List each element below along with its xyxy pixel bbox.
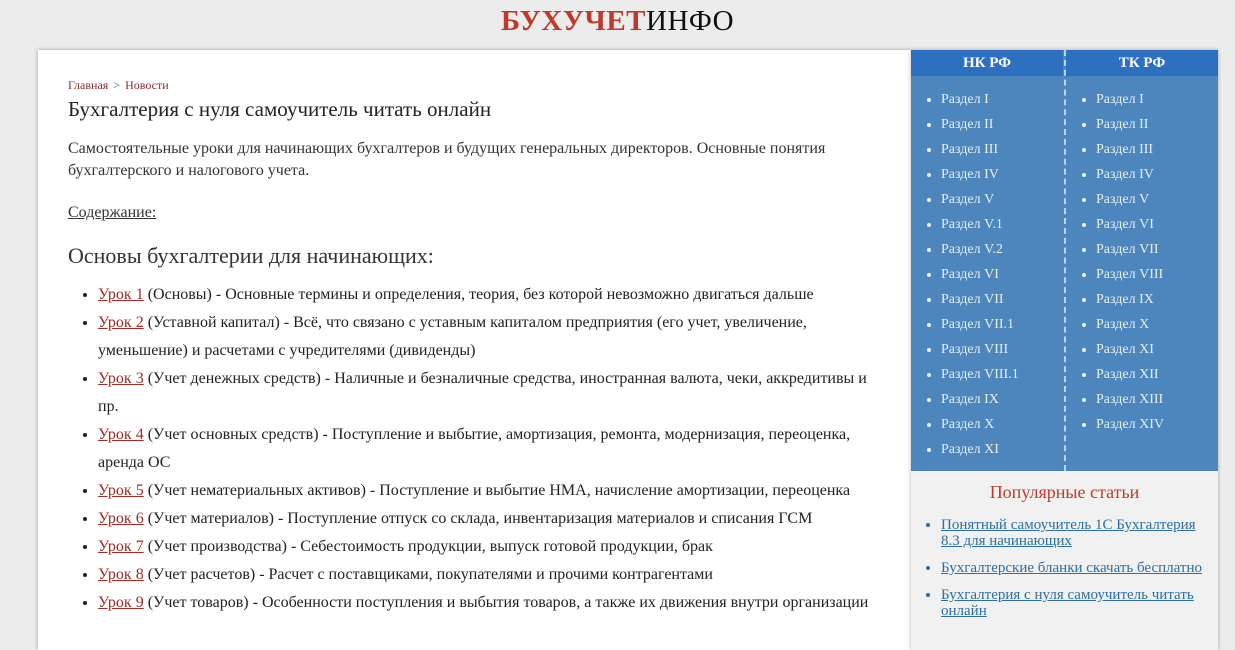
lesson-item <box>98 477 888 505</box>
tk-section-label[interactable]: Раздел IX <box>1096 292 1154 307</box>
tk-section-label[interactable]: Раздел VIII <box>1096 267 1164 282</box>
tk-section-label[interactable]: Раздел XIII <box>1096 392 1164 407</box>
tk-section-item[interactable] <box>1096 387 1218 412</box>
lesson-description: (Уставной капитал) - Всё, что связано с уставным капиталом предприятия (его учет, увеличение, уменьшение) и расчетами с учредителями (дивиденды) <box>98 314 807 359</box>
breadcrumb <box>68 78 169 93</box>
nk-section-label[interactable]: Раздел I <box>941 92 989 107</box>
nk-section-item[interactable] <box>941 162 1063 187</box>
nk-section-label[interactable]: Раздел V.1 <box>941 217 1003 232</box>
tk-section-label[interactable]: Раздел II <box>1096 117 1149 132</box>
tk-section-list <box>1066 87 1218 437</box>
tk-section-label[interactable]: Раздел XIV <box>1096 417 1164 432</box>
tk-section-label[interactable]: Раздел XII <box>1096 367 1159 382</box>
logo-part-2: ИНФО <box>646 5 735 37</box>
lesson-description: (Основы) - Основные термины и определения, теория, без которой невозможно двигаться дальше <box>143 286 814 303</box>
nk-column <box>911 50 1063 471</box>
logo-part-1: БУХУЧЕТ <box>500 5 647 37</box>
breadcrumb-home-link[interactable]: Главная <box>68 78 109 92</box>
tk-section-label[interactable]: Раздел X <box>1096 317 1150 332</box>
popular-article-item <box>941 517 1218 549</box>
lesson-description: (Учет материалов) - Поступление отпуск со склада, инвентаризация материалов и списания ГСМ <box>143 510 813 527</box>
tk-section-item[interactable] <box>1096 212 1218 237</box>
tk-section-label[interactable]: Раздел V <box>1096 192 1150 207</box>
lesson-link[interactable]: Урок 9 <box>98 594 144 611</box>
nk-section-label[interactable]: Раздел IX <box>941 392 999 407</box>
popular-article-link[interactable]: Понятный самоучитель 1С Бухгалтерия 8.3 для начинающих <box>941 517 1196 549</box>
nk-section-label[interactable]: Раздел II <box>941 117 994 132</box>
nk-section-item[interactable] <box>941 387 1063 412</box>
lesson-item <box>98 533 888 561</box>
popular-article-link[interactable]: Бухгалтерские бланки скачать бесплатно <box>941 560 1202 576</box>
popular-article-item <box>941 587 1218 619</box>
lesson-link[interactable]: Урок 7 <box>98 538 144 555</box>
lesson-description: (Учет производства) - Себестоимость продукции, выпуск готовой продукции, брак <box>143 538 713 555</box>
nk-section-label[interactable]: Раздел VI <box>941 267 999 282</box>
nk-section-item[interactable] <box>941 112 1063 137</box>
lesson-item <box>98 281 888 309</box>
nk-section-item[interactable] <box>941 237 1063 262</box>
breadcrumb-separator: > <box>113 78 121 92</box>
lesson-link[interactable]: Урок 5 <box>98 482 144 499</box>
tk-section-item[interactable] <box>1096 412 1218 437</box>
nk-section-label[interactable]: Раздел III <box>941 142 999 157</box>
nk-heading[interactable]: НК РФ <box>911 50 1063 76</box>
nk-section-item[interactable] <box>941 137 1063 162</box>
popular-article-item <box>941 560 1218 576</box>
lesson-description: (Учет нематериальных активов) - Поступление и выбытие НМА, начисление амортизации, переоценка <box>143 482 851 499</box>
lesson-link[interactable]: Урок 3 <box>98 370 144 387</box>
lesson-item <box>98 589 888 617</box>
code-navigation <box>911 50 1218 471</box>
nk-section-label[interactable]: Раздел V <box>941 192 995 207</box>
tk-section-item[interactable] <box>1096 162 1218 187</box>
section-heading: Основы бухгалтерии для начинающих: <box>68 243 434 268</box>
tk-section-item[interactable] <box>1096 237 1218 262</box>
tk-section-item[interactable] <box>1096 362 1218 387</box>
page-intro: Самостоятельные уроки для начинающих бухгалтеров и будущих генеральных директоров. Основные понятия бухгалтерского и налогового учета. <box>68 140 826 179</box>
page-title: Бухгалтерия с нуля самоучитель читать онлайн <box>68 97 492 121</box>
popular-articles <box>911 471 1218 630</box>
tk-section-item[interactable] <box>1096 112 1218 137</box>
nk-section-item[interactable] <box>941 437 1063 462</box>
tk-column <box>1064 50 1218 471</box>
nk-section-label[interactable]: Раздел X <box>941 417 995 432</box>
tk-section-label[interactable]: Раздел XI <box>1096 342 1154 357</box>
tk-section-item[interactable] <box>1096 262 1218 287</box>
lesson-link[interactable]: Урок 2 <box>98 314 144 331</box>
lesson-item <box>98 365 888 421</box>
nk-section-label[interactable]: Раздел IV <box>941 167 999 182</box>
breadcrumb-news-link[interactable]: Новости <box>125 78 169 92</box>
tk-section-label[interactable]: Раздел VI <box>1096 217 1154 232</box>
main-content <box>38 50 911 650</box>
lesson-description: (Учет денежных средств) - Наличные и безналичные средства, иностранная валюта, чеки, аккредитивы и пр. <box>98 370 867 415</box>
lesson-list <box>68 281 888 617</box>
nk-section-item[interactable] <box>941 362 1063 387</box>
nk-section-item[interactable] <box>941 87 1063 112</box>
tk-section-item[interactable] <box>1096 312 1218 337</box>
tk-section-item[interactable] <box>1096 137 1218 162</box>
tk-heading[interactable]: ТК РФ <box>1066 50 1218 76</box>
popular-articles-list <box>911 517 1218 619</box>
tk-section-item[interactable] <box>1096 87 1218 112</box>
nk-section-label[interactable]: Раздел VIII.1 <box>941 367 1019 382</box>
lesson-link[interactable]: Урок 6 <box>98 510 144 527</box>
lesson-item <box>98 309 888 365</box>
toc-label[interactable]: Содержание: <box>68 204 157 221</box>
nk-section-item[interactable] <box>941 187 1063 212</box>
nk-section-item[interactable] <box>941 262 1063 287</box>
nk-section-label[interactable]: Раздел VII <box>941 292 1004 307</box>
site-logo[interactable] <box>0 3 1235 39</box>
lesson-link[interactable]: Урок 4 <box>98 426 144 443</box>
nk-section-item[interactable] <box>941 312 1063 337</box>
lesson-description: (Учет расчетов) - Расчет с поставщиками, покупателями и прочими контрагентами <box>143 566 713 583</box>
popular-article-link[interactable]: Бухгалтерия с нуля самоучитель читать онлайн <box>941 587 1194 619</box>
nk-section-label[interactable]: Раздел V.2 <box>941 242 1003 257</box>
tk-section-item[interactable] <box>1096 287 1218 312</box>
nk-section-item[interactable] <box>941 287 1063 312</box>
sidebar <box>911 50 1218 650</box>
nk-section-item[interactable] <box>941 412 1063 437</box>
nk-section-label[interactable]: Раздел VIII <box>941 342 1009 357</box>
tk-section-item[interactable] <box>1096 337 1218 362</box>
tk-section-item[interactable] <box>1096 187 1218 212</box>
nk-section-list <box>911 87 1063 462</box>
lesson-item <box>98 505 888 533</box>
tk-section-label[interactable]: Раздел IV <box>1096 167 1154 182</box>
tk-section-label[interactable]: Раздел I <box>1096 92 1144 107</box>
lesson-description: (Учет товаров) - Особенности поступления и выбытия товаров, а также их движения внутри организации <box>143 594 869 611</box>
nk-section-label[interactable]: Раздел XI <box>941 442 999 457</box>
lesson-link[interactable]: Урок 8 <box>98 566 144 583</box>
nk-section-label[interactable]: Раздел VII.1 <box>941 317 1015 332</box>
tk-section-label[interactable]: Раздел VII <box>1096 242 1159 257</box>
lesson-link[interactable]: Урок 1 <box>98 286 144 303</box>
nk-section-item[interactable] <box>941 212 1063 237</box>
lesson-item <box>98 561 888 589</box>
lesson-item <box>98 421 888 477</box>
popular-articles-title: Популярные статьи <box>989 482 1140 502</box>
tk-section-label[interactable]: Раздел III <box>1096 142 1154 157</box>
nk-section-item[interactable] <box>941 337 1063 362</box>
lesson-description: (Учет основных средств) - Поступление и выбытие, амортизация, ремонта, модернизация, переоценка, аренда ОС <box>98 426 851 471</box>
